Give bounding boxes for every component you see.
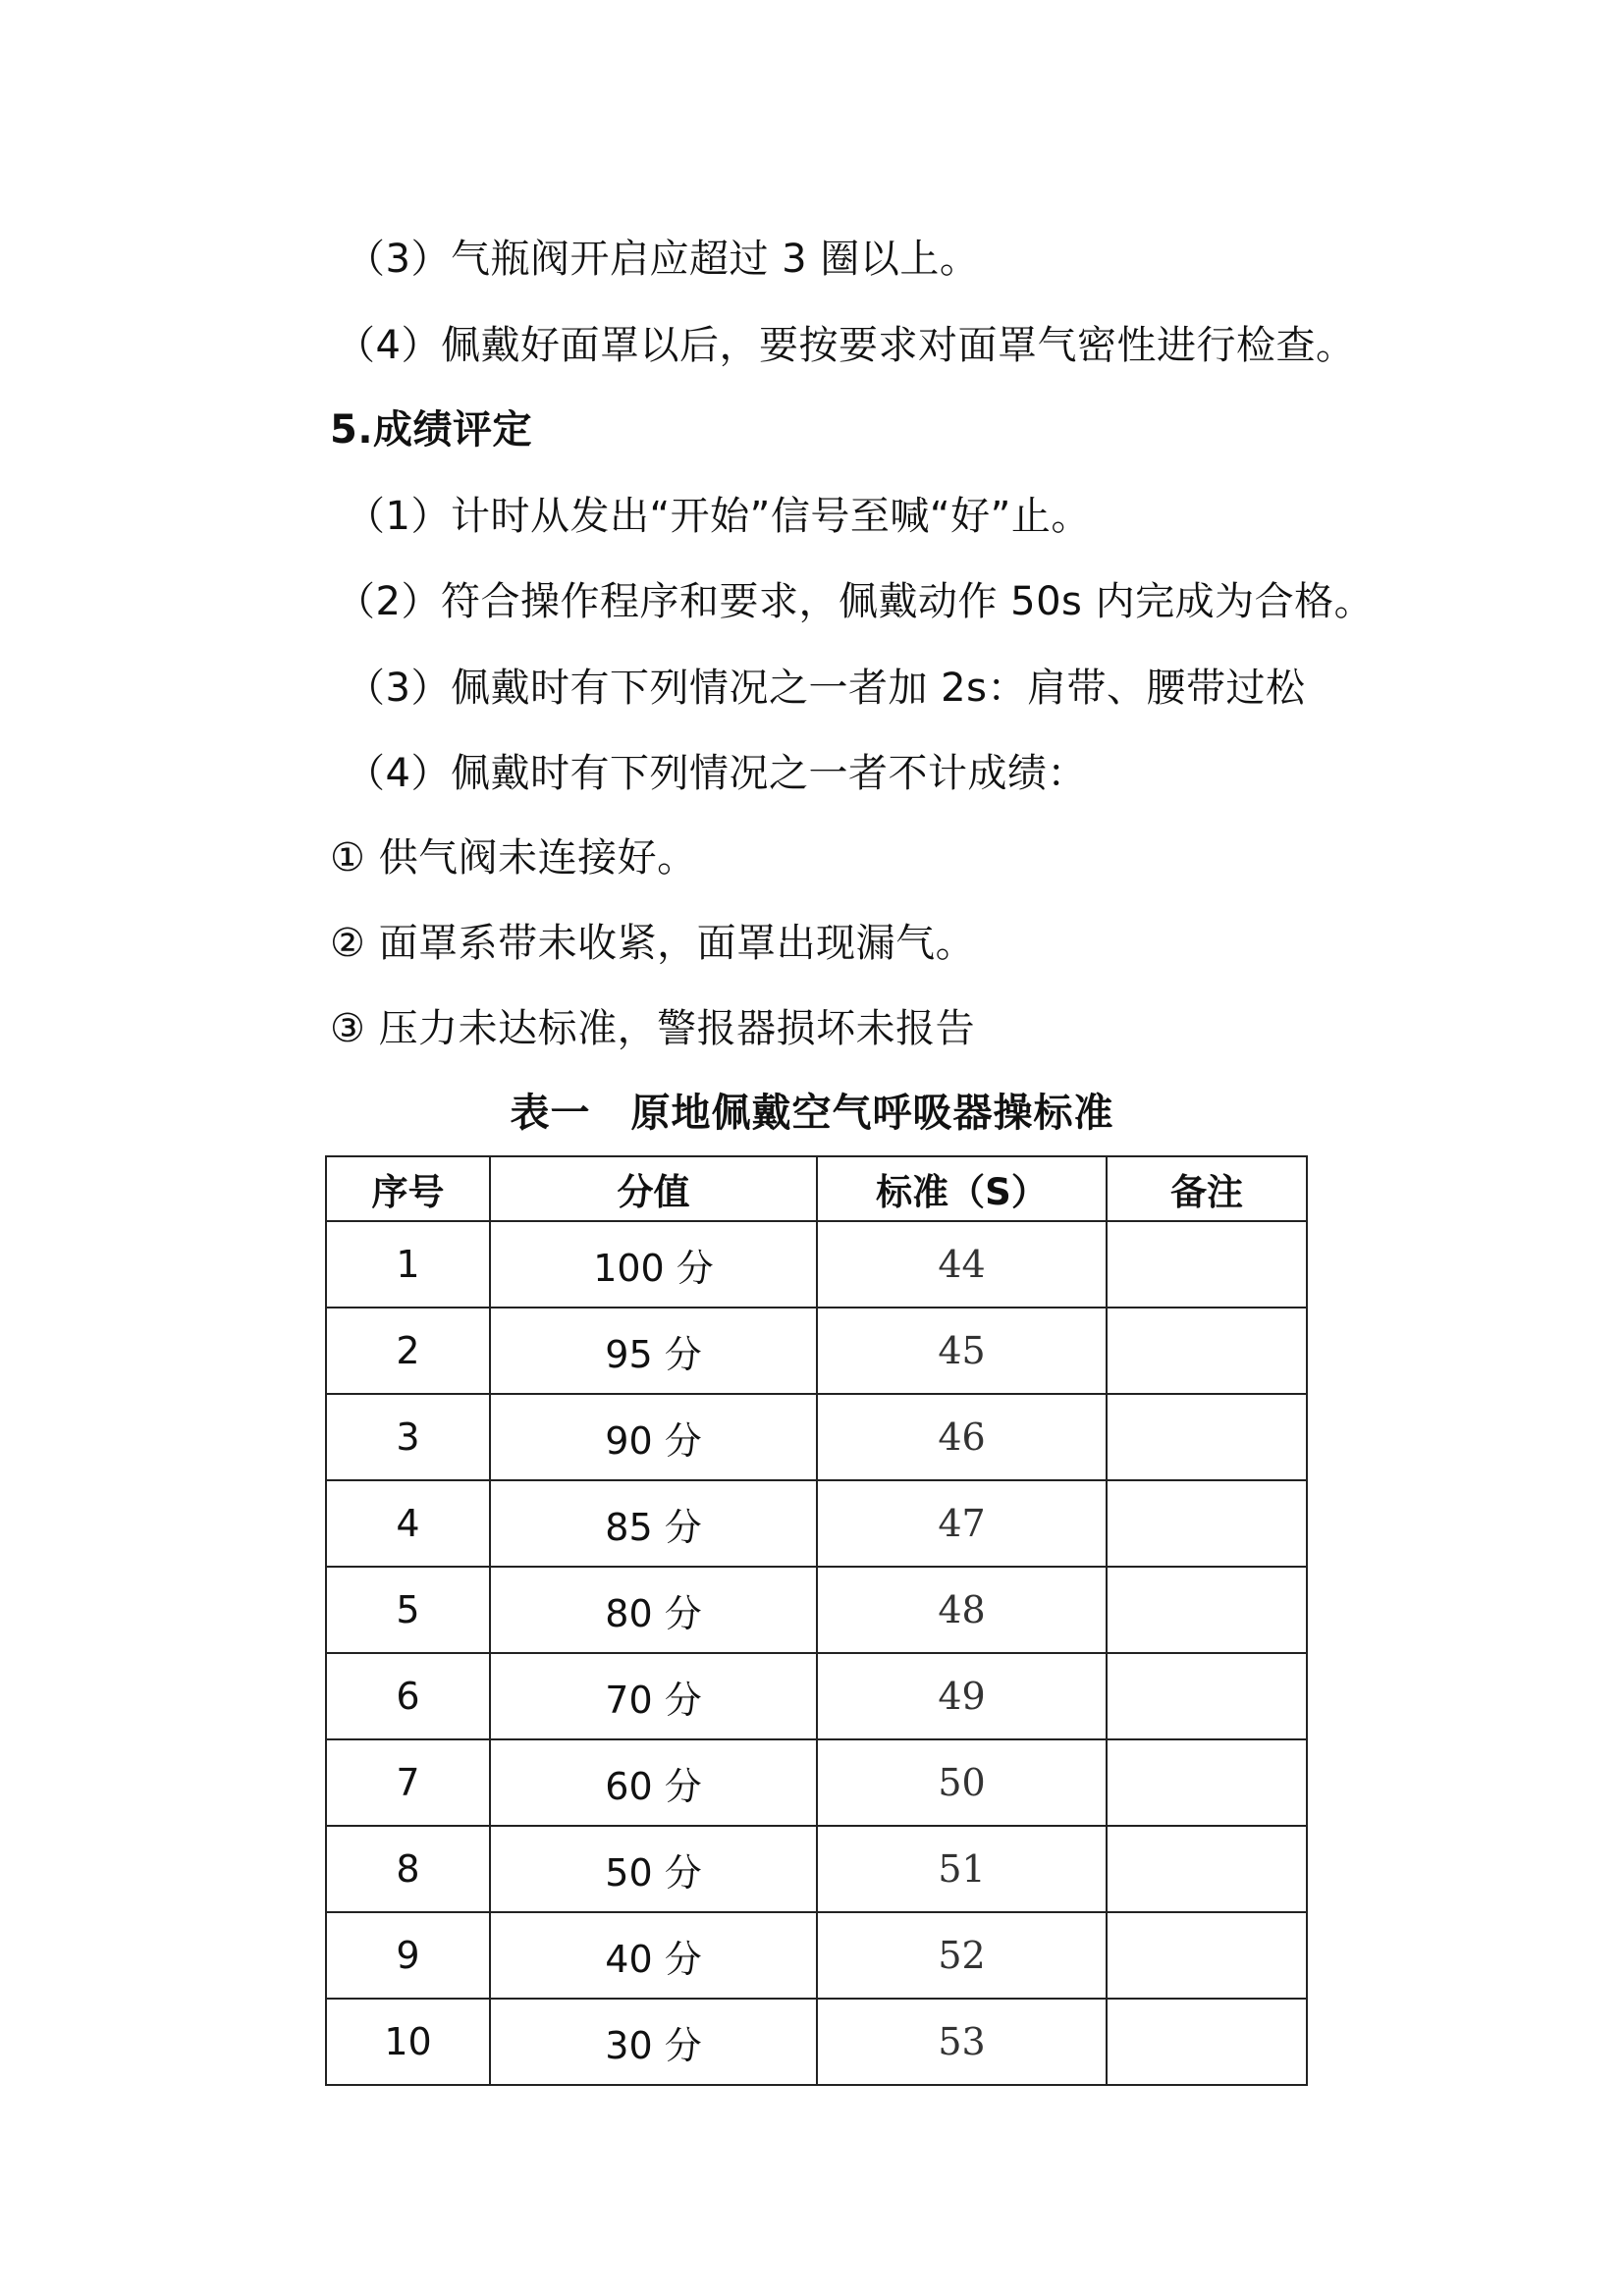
cell-remarks — [1107, 1999, 1307, 2085]
table-row — [326, 1999, 1307, 2085]
cell-standard-seconds: 50 — [817, 1739, 1107, 1826]
cell-standard-seconds: 47 — [817, 1480, 1107, 1567]
cell-score: 80 分 — [490, 1567, 817, 1653]
cell-remarks — [1107, 1480, 1307, 1567]
table-row — [326, 1567, 1307, 1653]
cell-score: 70 分 — [490, 1653, 817, 1739]
cell-remarks — [1107, 1653, 1307, 1739]
table-row — [326, 1480, 1307, 1567]
cell-standard-seconds: 44 — [817, 1221, 1107, 1308]
cell-index: 3 — [326, 1394, 490, 1480]
condition-item-1: ① 供气阀未连接好。 — [330, 835, 697, 881]
cell-remarks — [1107, 1912, 1307, 1999]
table-row — [326, 1653, 1307, 1739]
requirement-item-4: （4）佩戴好面罩以后，要按要求对面罩气密性进行检查。 — [336, 323, 1356, 368]
table-row — [326, 1394, 1307, 1480]
cell-standard-seconds: 45 — [817, 1308, 1107, 1394]
cell-standard-seconds: 51 — [817, 1826, 1107, 1912]
grading-item-3: （3）佩戴时有下列情况之一者加 2s：肩带、腰带过松 — [346, 666, 1306, 711]
column-header-index: 序号 — [326, 1156, 490, 1221]
grading-item-2: （2）符合操作程序和要求，佩戴动作 50s 内完成为合格。 — [336, 579, 1375, 624]
cell-remarks — [1107, 1739, 1307, 1826]
cell-standard-seconds: 53 — [817, 1999, 1107, 2085]
cell-score: 90 分 — [490, 1394, 817, 1480]
column-header-standard: 标准（S） — [817, 1156, 1107, 1221]
table-row — [326, 1308, 1307, 1394]
table-caption: 表一 原地佩戴空气呼吸器操标准 — [510, 1091, 1114, 1136]
cell-index: 1 — [326, 1221, 490, 1308]
condition-item-3: ③ 压力未达标准，警报器损坏未报告 — [330, 1006, 976, 1051]
cell-index: 10 — [326, 1999, 490, 2085]
cell-index: 8 — [326, 1826, 490, 1912]
cell-standard-seconds: 52 — [817, 1912, 1107, 1999]
score-standard-table — [325, 1155, 1308, 2086]
requirement-item-3: （3）气瓶阀开启应超过 3 圈以上。 — [346, 237, 980, 282]
cell-standard-seconds: 46 — [817, 1394, 1107, 1480]
cell-index: 9 — [326, 1912, 490, 1999]
table-row — [326, 1739, 1307, 1826]
cell-remarks — [1107, 1567, 1307, 1653]
table-row — [326, 1826, 1307, 1912]
cell-remarks — [1107, 1826, 1307, 1912]
table-row — [326, 1912, 1307, 1999]
grading-item-4: （4）佩戴时有下列情况之一者不计成绩： — [346, 751, 1087, 796]
cell-score: 60 分 — [490, 1739, 817, 1826]
cell-score: 85 分 — [490, 1480, 817, 1567]
grading-item-1: （1）计时从发出“开始”信号至喊“好”止。 — [346, 494, 1091, 539]
cell-index: 5 — [326, 1567, 490, 1653]
section-heading-grading: 5.成绩评定 — [330, 407, 533, 453]
cell-index: 4 — [326, 1480, 490, 1567]
column-header-remarks: 备注 — [1107, 1156, 1307, 1221]
cell-score: 50 分 — [490, 1826, 817, 1912]
cell-remarks — [1107, 1221, 1307, 1308]
cell-standard-seconds: 49 — [817, 1653, 1107, 1739]
cell-remarks — [1107, 1394, 1307, 1480]
condition-item-2: ② 面罩系带未收紧，面罩出现漏气。 — [330, 921, 976, 966]
cell-remarks — [1107, 1308, 1307, 1394]
cell-score: 40 分 — [490, 1912, 817, 1999]
cell-index: 2 — [326, 1308, 490, 1394]
cell-score: 30 分 — [490, 1999, 817, 2085]
cell-score: 95 分 — [490, 1308, 817, 1394]
cell-standard-seconds: 48 — [817, 1567, 1107, 1653]
table-header-row — [326, 1156, 1307, 1221]
table-row — [326, 1221, 1307, 1308]
column-header-score: 分值 — [490, 1156, 817, 1221]
cell-index: 7 — [326, 1739, 490, 1826]
cell-score: 100 分 — [490, 1221, 817, 1308]
cell-index: 6 — [326, 1653, 490, 1739]
